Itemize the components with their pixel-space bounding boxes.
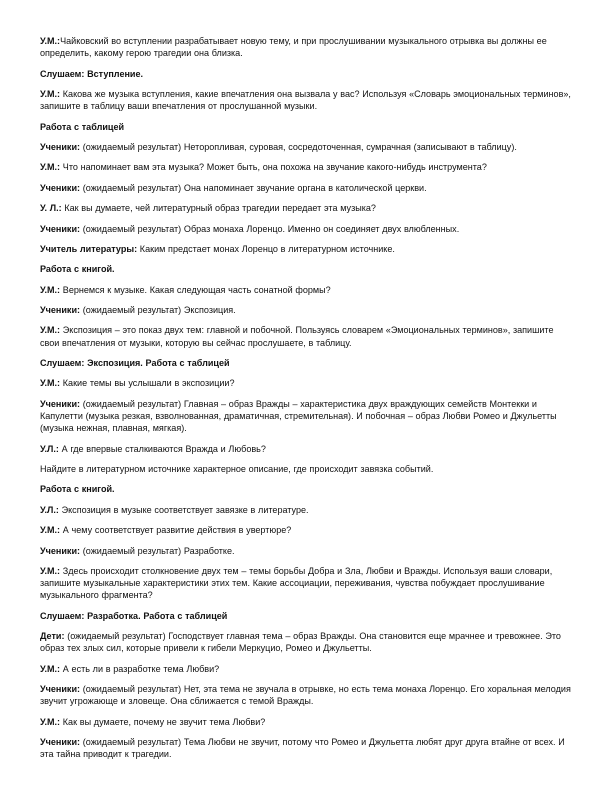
dialogue-paragraph [40, 377, 572, 389]
utterance-text: (ожидаемый результат) Нет, эта тема не звучала в отрывке, но есть тема монаха Лоренцо. Его хоральная мелодия звучит угрожающе и зловеще. Она сближается с темой Вражды. [40, 684, 571, 707]
speaker-label: У.М.: [40, 716, 61, 727]
dialogue-paragraph [40, 565, 572, 602]
dialogue-paragraph [40, 683, 572, 707]
utterance-text: Как вы думаете, почему не звучит тема Любви? [60, 716, 266, 727]
utterance-text: (ожидаемый результат) Разработке. [80, 545, 235, 556]
speaker-label: У.М.: [40, 325, 61, 336]
utterance-text: (ожидаемый результат) Экспозиция. [80, 305, 236, 316]
speaker-label: Ученики: [40, 684, 81, 695]
utterance-text: (ожидаемый результат) Господствует главная тема – образ Вражды. Она становится еще мрачнее и тревожнее. Это образ тех злых сил, которые привели к гибели Меркуцио, Ромео и Джульетты. [40, 631, 561, 654]
utterance-text: Как вы думаете, чей литературный образ трагедии передает эта музыка? [61, 203, 376, 214]
dialogue-paragraph [40, 524, 572, 536]
document-body [40, 35, 572, 761]
dialogue-paragraph [40, 736, 572, 760]
speaker-label: У.М.: [40, 162, 61, 173]
utterance-text: (ожидаемый результат) Неторопливая, суровая, сосредоточенная, сумрачная (записывают в таблицу). [80, 141, 517, 152]
section-heading: Слушаем: Вступление. [40, 68, 144, 79]
speaker-label: Ученики: [40, 545, 81, 556]
speaker-label: Ученики: [40, 182, 81, 193]
speaker-label: Ученики: [40, 223, 81, 234]
speaker-label: Учитель литературы: [40, 243, 138, 254]
utterance-text: Найдите в литературном источнике характерное описание, где происходит завязка событий. [40, 464, 434, 475]
speaker-label: Ученики: [40, 305, 81, 316]
speaker-label: У. Л.: [40, 203, 62, 214]
dialogue-paragraph [40, 398, 572, 435]
utterance-text: (ожидаемый результат) Главная – образ Вражды – характеристика двух враждующих семейств Монтекки и Капулетти (музыка резкая, взволнованная, драматичная, стремительная). И побочная – образ Любви Ромео и Джульетты (музыка нежная, плавная, мягкая). [40, 398, 557, 434]
dialogue-paragraph [40, 88, 572, 112]
utterance-text: (ожидаемый результат) Тема Любви не звучит, потому что Ромео и Джульетта любят друг друга втайне от всех. И эта тайна приводит к трагедии. [40, 737, 565, 760]
dialogue-paragraph [40, 243, 572, 255]
speaker-label: У.М.: [40, 525, 61, 536]
speaker-label: Ученики: [40, 398, 81, 409]
utterance-text: А есть ли в разработке тема Любви? [60, 663, 220, 674]
speaker-label: У.М.: [40, 566, 61, 576]
section-heading: Слушаем: Разработка. Работа с таблицей [40, 610, 228, 621]
utterance-text: Здесь происходит столкновение двух тем – темы борьбы Добра и Зла, Любви и Вражды. Используя ваши словари, запишите музыкальные характеристики этих тем. Какие ассоциации, переживания, чувства побуждает прослушивание музыкального фрагмента? [40, 566, 553, 601]
speaker-label: У.М.: [40, 663, 61, 674]
utterance-text: Вернемся к музыке. Какая следующая часть сонатной формы? [60, 284, 331, 295]
dialogue-paragraph [40, 223, 572, 235]
section-heading: Слушаем: Экспозиция. Работа с таблицей [40, 358, 230, 369]
dialogue-paragraph [40, 663, 572, 675]
speaker-label: У.Л.: [40, 443, 59, 454]
dialogue-paragraph [40, 161, 572, 173]
utterance-text: А чему соответствует развитие действия в увертюре? [60, 525, 292, 536]
utterance-text: Экспозиция в музыке соответствует завязке в литературе. [58, 504, 309, 515]
utterance-text: (ожидаемый результат) Образ монаха Лоренцо. Именно он соединяет двух влюбленных. [80, 223, 460, 234]
dialogue-paragraph [40, 324, 572, 348]
section-heading: Работа с таблицей [40, 121, 125, 132]
speaker-label: У.М.: [40, 36, 61, 46]
dialogue-paragraph [40, 630, 572, 654]
speaker-label: Ученики: [40, 141, 81, 152]
speaker-label: У.М.: [40, 378, 61, 389]
speaker-label: У.Л.: [40, 504, 59, 515]
speaker-label: Ученики: [40, 737, 81, 748]
dialogue-paragraph [40, 716, 572, 728]
speaker-label: У.М.: [40, 88, 61, 99]
speaker-label: Дети: [40, 631, 65, 642]
dialogue-paragraph [40, 443, 572, 455]
utterance-text: Чайковский во вступлении разрабатывает новую тему, и при прослушивании музыкального отрывка вы должны ее определить, какому герою трагедии она близка. [40, 36, 547, 59]
dialogue-paragraph [40, 202, 572, 214]
utterance-text: Какие темы вы услышали в экспозиции? [60, 378, 235, 389]
speaker-label: У.М.: [40, 284, 61, 295]
utterance-text: Какова же музыка вступления, какие впечатления она вызвала у вас? Используя «Словарь эмоциональных терминов», запишите в таблицу ваши впечатления от прослушанной музыки. [40, 88, 571, 112]
dialogue-paragraph [40, 504, 572, 516]
dialogue-paragraph [40, 141, 572, 153]
dialogue-paragraph [40, 182, 572, 194]
dialogue-paragraph [40, 463, 572, 475]
dialogue-paragraph [40, 545, 572, 557]
dialogue-paragraph [40, 284, 572, 296]
utterance-text: (ожидаемый результат) Она напоминает звучание органа в католической церкви. [80, 182, 427, 193]
section-heading: Работа с книгой. [40, 484, 115, 495]
utterance-text: Каким предстает монах Лоренцо в литературном источнике. [137, 243, 395, 254]
utterance-text: Экспозиция – это показ двух тем: главной и побочной. Пользуясь словарем «Эмоциональных терминов», запишите свои впечатления от музыки, которую вы сейчас прослушаете, в таблицу. [40, 325, 554, 348]
dialogue-paragraph [40, 35, 572, 59]
utterance-text: А где впервые сталкиваются Вражда и Любовь? [58, 443, 266, 454]
dialogue-paragraph [40, 304, 572, 316]
section-heading: Работа с книгой. [40, 264, 115, 275]
utterance-text: Что напоминает вам эта музыка? Может быть, она похожа на звучание какого-нибудь инструмента? [60, 162, 487, 173]
